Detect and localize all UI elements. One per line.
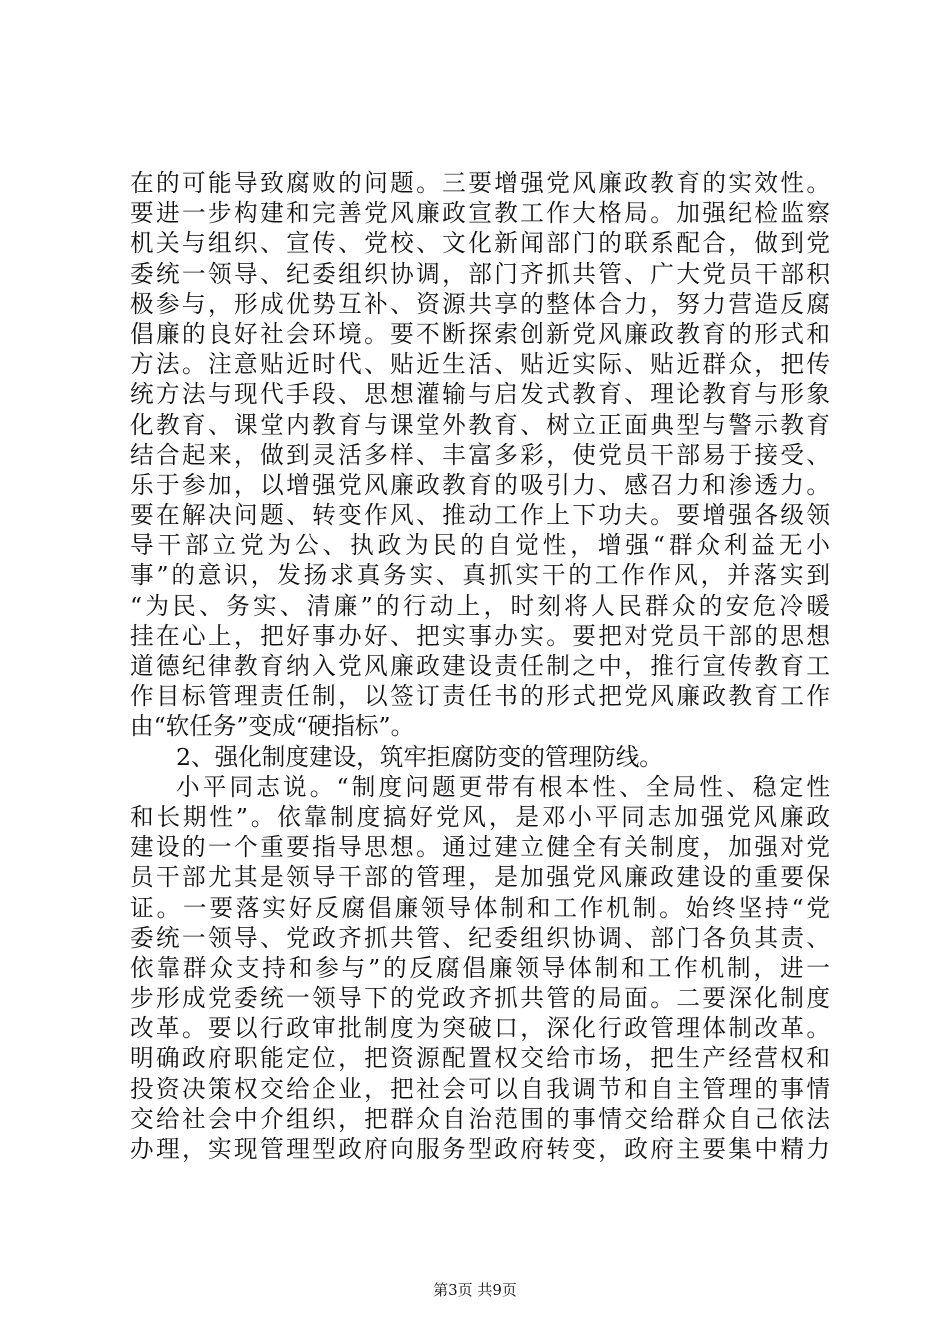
text-line: 方法。注意贴近时代、贴近生活、贴近实际、贴近群众，把传: [130, 350, 830, 379]
text-line: 极参与，形成优势互补、资源共享的整体合力，努力营造反腐: [130, 289, 830, 318]
text-line: 2、强化制度建设，筑牢拒腐防变的管理防线。: [176, 742, 663, 771]
text-line: 交给社会中介组织，把群众自治范围的事情交给群众自己依法: [130, 1104, 830, 1133]
text-line: 和长期性”。依靠制度搞好党风，是邓小平同志加强党风廉政: [130, 802, 830, 831]
text-line: 证。一要落实好反腐倡廉领导体制和工作机制。始终坚持“党: [130, 893, 830, 922]
text-line: 改革。要以行政审批制度为突破口，深化行政管理体制改革。: [130, 1014, 830, 1043]
text-line: 由“软任务”变成“硬指标”。: [130, 712, 415, 741]
text-line: 统方法与现代手段、思想灌输与启发式教育、理论教育与形象: [130, 380, 830, 409]
text-line: 委统一领导、党政齐抓共管、纪委组织协调、部门各负其责、: [130, 923, 830, 952]
text-line: 要在解决问题、转变作风、推动工作上下功夫。要增强各级领: [130, 501, 830, 530]
text-line: 小平同志说。“制度问题更带有根本性、全局性、稳定性: [176, 772, 830, 801]
text-line: 道德纪律教育纳入党风廉政建设责任制之中，推行宣传教育工: [130, 652, 830, 680]
text-line: 要进一步构建和完善党风廉政宣教工作大格局。加强纪检监察: [130, 199, 830, 228]
text-line: 作目标管理责任制，以签订责任书的形式把党风廉政教育工作: [130, 682, 830, 711]
text-line: 挂在心上，把好事办好、把实事办实。要把对党员干部的思想: [130, 621, 830, 650]
text-line: 事”的意识，发扬求真务实、真抓实干的工作作风，并落实到: [130, 561, 830, 590]
text-line: 乐于参加，以增强党风廉政教育的吸引力、感召力和渗透力。: [130, 470, 830, 499]
text-line: 委统一领导、纪委组织协调，部门齐抓共管、广大党员干部积: [130, 259, 830, 288]
text-line: 在的可能导致腐败的问题。三要增强党风廉政教育的实效性。: [130, 169, 830, 197]
text-line: 员干部尤其是领导干部的管理，是加强党风廉政建设的重要保: [130, 863, 830, 892]
text-line: 导干部立党为公、执政为民的自觉性，增强“群众利益无小: [130, 531, 830, 560]
document-body: [130, 168, 830, 1164]
text-line: “为民、务实、清廉”的行动上，时刻将人民群众的安危冷暖: [130, 591, 830, 620]
text-line: 依靠群众支持和参与”的反腐倡廉领导体制和工作机制，进一: [130, 953, 830, 982]
text-line: 投资决策权交给企业，把社会可以自我调节和自主管理的事情: [130, 1074, 830, 1103]
text-line: 建设的一个重要指导思想。通过建立健全有关制度，加强对党: [130, 833, 830, 862]
text-line: 步形成党委统一领导下的党政齐抓共管的局面。二要深化制度: [130, 984, 830, 1013]
text-line: 办理，实现管理型政府向服务型政府转变，政府主要集中精力: [130, 1135, 830, 1163]
text-line: 化教育、课堂内教育与课堂外教育、树立正面典型与警示教育: [130, 410, 830, 439]
text-line: 机关与组织、宣传、党校、文化新闻部门的联系配合，做到党: [130, 229, 830, 258]
text-line: 明确政府职能定位，把资源配置权交给市场，把生产经营权和: [130, 1044, 830, 1073]
page-footer: 第3页 共9页: [433, 1281, 517, 1299]
text-line: 结合起来，做到灵活多样、丰富多彩，使党员干部易于接受、: [130, 440, 830, 469]
text-line: 倡廉的良好社会环境。要不断探索创新党风廉政教育的形式和: [130, 319, 830, 348]
